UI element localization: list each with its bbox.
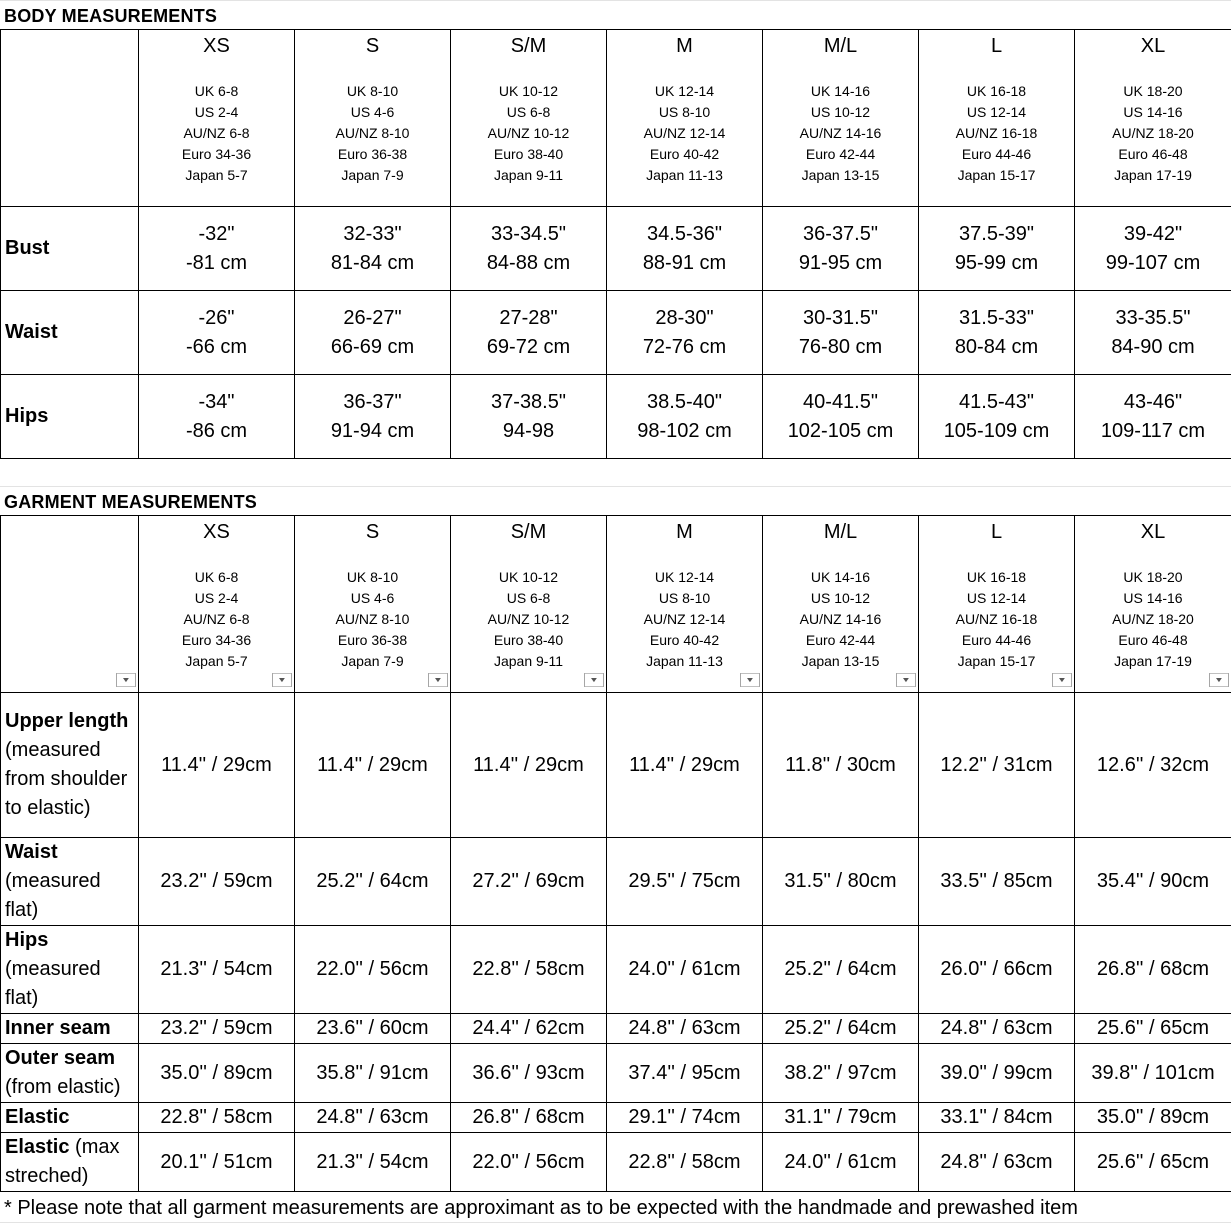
measurement-cell <box>451 291 607 375</box>
size-code: S/M <box>510 35 547 57</box>
size-conversions <box>607 567 762 672</box>
garment-row <box>1 1103 1231 1133</box>
measurement-cell: 22.0'' / 56cm <box>295 926 451 1014</box>
size-conversion-uk: UK 16-18 <box>966 83 1027 99</box>
size-conversion-jp: Japan 9-11 <box>493 167 563 183</box>
size-conversion-au: AU/NZ 14-16 <box>799 611 882 627</box>
measurement-cell <box>919 291 1075 375</box>
value-inches: 43-46" <box>1123 390 1183 413</box>
measurement-cell: 22.8'' / 58cm <box>451 926 607 1014</box>
measurement-cell <box>1075 291 1231 375</box>
body-row-hips <box>1 375 1231 459</box>
measurement-cell: 25.6'' / 65cm <box>1075 1014 1231 1044</box>
filter-dropdown-button[interactable]: ▼ <box>740 673 760 687</box>
garment-row <box>1 926 1231 1014</box>
value-cm: 99-107 cm <box>1105 251 1201 274</box>
value-cm: 80-84 cm <box>954 335 1039 358</box>
size-conversions <box>295 567 450 672</box>
size-conversion-jp: Japan 9-11 <box>493 653 563 669</box>
size-conversion-us: US 4-6 <box>350 104 395 120</box>
body-size-header-cell <box>763 30 919 207</box>
row-label-note: (from elastic) <box>5 1076 121 1098</box>
size-conversion-eu: Euro 34-36 <box>181 146 252 162</box>
body-row-bust <box>1 207 1231 291</box>
value-inches: 40-41.5" <box>803 390 878 413</box>
row-label-note: (max streched) <box>5 1136 120 1187</box>
size-conversions <box>919 81 1074 186</box>
size-conversion-au: AU/NZ 10-12 <box>487 125 570 141</box>
measurement-cell: 11.4'' / 29cm <box>139 693 295 838</box>
size-conversion-au: AU/NZ 8-10 <box>335 611 410 627</box>
size-code: M/L <box>823 35 858 57</box>
size-conversion-us: US 10-12 <box>810 104 871 120</box>
size-conversion-us: US 2-4 <box>194 590 239 606</box>
measurement-cell: 33.1'' / 84cm <box>919 1103 1075 1133</box>
measurement-cell <box>763 291 919 375</box>
measurement-cell: 29.1'' / 74cm <box>607 1103 763 1133</box>
value-inches: 38.5-40" <box>647 390 722 413</box>
measurement-cell <box>919 207 1075 291</box>
body-size-header-cell <box>607 30 763 207</box>
size-conversion-us: US 4-6 <box>350 590 395 606</box>
size-code: XS <box>203 35 230 57</box>
size-conversion-uk: UK 6-8 <box>194 83 239 99</box>
value-cm: -86 cm <box>185 419 248 442</box>
value-inches: 37.5-39" <box>959 222 1034 245</box>
measurement-cell: 11.4'' / 29cm <box>607 693 763 838</box>
row-label <box>1 1044 139 1103</box>
garment-measurements-table <box>0 515 1231 1192</box>
measurement-cell <box>763 375 919 459</box>
size-conversion-uk: UK 18-20 <box>1123 83 1183 99</box>
row-label <box>1 1133 139 1192</box>
measurement-cell <box>295 375 451 459</box>
size-conversion-uk: UK 16-18 <box>966 569 1027 585</box>
measurement-cell: 24.4'' / 62cm <box>451 1014 607 1044</box>
size-conversion-us: US 6-8 <box>506 104 551 120</box>
filter-dropdown-button[interactable]: ▼ <box>1209 673 1229 687</box>
size-conversion-au: AU/NZ 12-14 <box>643 611 726 627</box>
filter-dropdown-button[interactable]: ▼ <box>584 673 604 687</box>
garment-measurements-title: GARMENT MEASUREMENTS <box>4 492 258 512</box>
row-label-bold: Outer seam <box>5 1047 116 1069</box>
garment-size-header-cell <box>451 516 607 693</box>
garment-size-header-cell <box>1075 516 1231 693</box>
garment-size-header-row <box>1 516 1231 693</box>
size-conversions <box>295 81 450 186</box>
size-conversion-au: AU/NZ 6-8 <box>183 125 250 141</box>
size-conversion-uk: UK 10-12 <box>498 569 559 585</box>
measurement-cell: 39.0'' / 99cm <box>919 1044 1075 1103</box>
measurement-cell: 26.8'' / 68cm <box>1075 926 1231 1014</box>
size-conversions <box>919 567 1074 672</box>
size-conversion-us: US 12-14 <box>966 590 1027 606</box>
measurement-cell: 11.8'' / 30cm <box>763 693 919 838</box>
row-label <box>1 1014 139 1044</box>
size-conversion-au: AU/NZ 16-18 <box>955 611 1038 627</box>
size-conversion-uk: UK 12-14 <box>654 569 715 585</box>
size-conversions <box>1075 567 1231 672</box>
value-inches: -26" <box>198 306 235 329</box>
row-label-bold: Waist <box>5 841 58 863</box>
measurement-cell <box>763 207 919 291</box>
size-conversion-eu: Euro 36-38 <box>337 146 408 162</box>
size-code: XL <box>1140 35 1166 57</box>
row-label-bold: Upper length <box>5 710 129 732</box>
value-cm: 84-88 cm <box>486 251 571 274</box>
size-conversion-au: AU/NZ 16-18 <box>955 125 1038 141</box>
size-conversion-uk: UK 8-10 <box>346 83 399 99</box>
size-conversions <box>1075 81 1231 186</box>
row-label <box>1 926 139 1014</box>
measurement-cell: 22.8'' / 58cm <box>607 1133 763 1192</box>
measurement-cell: 21.3'' / 54cm <box>139 926 295 1014</box>
size-conversion-au: AU/NZ 18-20 <box>1112 125 1194 141</box>
garment-row <box>1 1014 1231 1044</box>
value-inches: 31.5-33" <box>959 306 1034 329</box>
body-size-header-cell <box>451 30 607 207</box>
row-label-note: (measured flat) <box>5 958 101 1009</box>
size-conversion-uk: UK 10-12 <box>498 83 559 99</box>
size-conversion-uk: UK 18-20 <box>1123 569 1183 585</box>
footnote: * Please note that all garment measurements are approximant as to be expected with the handmade and prewashed item <box>4 1197 1078 1219</box>
size-conversion-eu: Euro 42-44 <box>805 632 876 648</box>
filter-dropdown-button[interactable]: ▼ <box>428 673 448 687</box>
size-conversion-uk: UK 6-8 <box>194 569 239 585</box>
size-conversion-jp: Japan 5-7 <box>185 167 248 183</box>
measurement-cell: 21.3'' / 54cm <box>295 1133 451 1192</box>
body-size-header-cell <box>1075 30 1231 207</box>
size-code: M <box>676 521 693 543</box>
size-conversions <box>763 567 918 672</box>
size-code: S <box>365 35 380 57</box>
value-cm: 84-90 cm <box>1111 335 1195 358</box>
size-conversion-eu: Euro 34-36 <box>181 632 252 648</box>
value-inches: 32-33" <box>343 222 402 245</box>
body-row-waist <box>1 291 1231 375</box>
value-inches: 36-37" <box>343 390 402 413</box>
measurement-cell: 24.0'' / 61cm <box>763 1133 919 1192</box>
size-conversion-au: AU/NZ 8-10 <box>335 125 410 141</box>
measurement-cell: 27.2'' / 69cm <box>451 838 607 926</box>
size-conversion-uk: UK 14-16 <box>810 569 871 585</box>
measurement-cell: 23.6'' / 60cm <box>295 1014 451 1044</box>
filter-dropdown-button[interactable]: ▼ <box>896 673 916 687</box>
measurement-cell: 24.8'' / 63cm <box>919 1014 1075 1044</box>
size-conversion-jp: Japan 11-13 <box>646 167 723 183</box>
size-conversion-jp: Japan 17-19 <box>1114 653 1192 669</box>
measurement-cell: 25.2'' / 64cm <box>763 926 919 1014</box>
size-conversion-jp: Japan 13-15 <box>801 167 880 183</box>
size-conversion-eu: Euro 38-40 <box>493 632 564 648</box>
measurement-cell: 11.4'' / 29cm <box>451 693 607 838</box>
filter-dropdown-button[interactable]: ▼ <box>1052 673 1072 687</box>
size-code: L <box>990 35 1003 57</box>
row-label <box>1 693 139 838</box>
body-corner-cell <box>1 30 139 207</box>
measurement-cell: 20.1'' / 51cm <box>139 1133 295 1192</box>
size-code: S <box>365 521 380 543</box>
value-cm: 105-109 cm <box>943 419 1050 442</box>
garment-corner-cell <box>1 516 139 693</box>
size-conversions <box>139 81 294 186</box>
size-code: S/M <box>510 521 547 543</box>
value-cm: -81 cm <box>185 251 248 274</box>
value-inches: -32" <box>198 222 235 245</box>
size-conversion-eu: Euro 46-48 <box>1118 146 1188 162</box>
value-cm: -66 cm <box>185 335 248 358</box>
size-conversion-eu: Euro 40-42 <box>649 146 720 162</box>
size-code: M <box>676 35 693 57</box>
size-conversions <box>763 81 918 186</box>
measurement-cell: 24.8'' / 63cm <box>919 1133 1075 1192</box>
measurement-cell: 11.4'' / 29cm <box>295 693 451 838</box>
measurement-cell: 26.8'' / 68cm <box>451 1103 607 1133</box>
value-cm: 109-117 cm <box>1100 419 1206 442</box>
size-conversion-eu: Euro 38-40 <box>493 146 564 162</box>
measurement-cell <box>607 207 763 291</box>
measurement-cell <box>139 375 295 459</box>
row-label-bold: Inner seam <box>5 1017 111 1039</box>
body-size-header-cell <box>919 30 1075 207</box>
value-cm: 91-94 cm <box>330 419 415 442</box>
row-label-note: (measured from shoulder to elastic) <box>5 739 128 819</box>
size-conversion-jp: Japan 13-15 <box>801 653 880 669</box>
value-cm: 88-91 cm <box>642 251 727 274</box>
size-conversion-au: AU/NZ 18-20 <box>1112 611 1194 627</box>
measurement-cell: 12.6'' / 32cm <box>1075 693 1231 838</box>
size-conversions <box>607 81 762 186</box>
measurement-cell <box>1075 375 1231 459</box>
filter-dropdown-button[interactable]: ▼ <box>272 673 292 687</box>
measurement-cell: 31.5'' / 80cm <box>763 838 919 926</box>
size-conversion-jp: Japan 7-9 <box>341 653 404 669</box>
row-label-bold: Hips <box>5 929 49 951</box>
value-inches: 41.5-43" <box>959 390 1034 413</box>
value-cm: 102-105 cm <box>787 419 894 442</box>
measurement-cell <box>607 375 763 459</box>
size-conversion-jp: Japan 5-7 <box>185 653 248 669</box>
value-inches: 30-31.5" <box>803 306 878 329</box>
value-inches: 36-37.5" <box>803 222 878 245</box>
garment-size-header-cell <box>139 516 295 693</box>
measurement-cell: 24.8'' / 63cm <box>607 1014 763 1044</box>
measurement-cell: 38.2'' / 97cm <box>763 1044 919 1103</box>
size-conversion-us: US 6-8 <box>506 590 551 606</box>
value-inches: 39-42" <box>1123 222 1183 245</box>
measurement-cell: 35.0'' / 89cm <box>139 1044 295 1103</box>
value-inches: 37-38.5" <box>491 390 566 413</box>
value-inches: 28-30" <box>655 306 714 329</box>
size-conversion-eu: Euro 46-48 <box>1118 632 1188 648</box>
measurement-cell: 24.8'' / 63cm <box>295 1103 451 1133</box>
row-label: Waist <box>1 291 139 375</box>
measurement-cell: 39.8'' / 101cm <box>1075 1044 1231 1103</box>
filter-dropdown-button[interactable]: ▼ <box>116 673 136 687</box>
measurement-cell <box>1075 207 1231 291</box>
measurement-cell: 26.0'' / 66cm <box>919 926 1075 1014</box>
measurement-cell: 35.4'' / 90cm <box>1075 838 1231 926</box>
size-conversions <box>451 567 606 672</box>
garment-row <box>1 1044 1231 1103</box>
size-conversion-us: US 8-10 <box>658 590 711 606</box>
row-label-bold: Elastic <box>5 1106 70 1128</box>
value-inches: 27-28" <box>499 306 558 329</box>
size-conversion-au: AU/NZ 12-14 <box>643 125 726 141</box>
measurement-cell: 23.2'' / 59cm <box>139 1014 295 1044</box>
value-inches: -34" <box>198 390 235 413</box>
size-conversion-jp: Japan 15-17 <box>957 653 1036 669</box>
value-inches: 26-27" <box>343 306 402 329</box>
measurement-cell: 24.0'' / 61cm <box>607 926 763 1014</box>
size-conversion-eu: Euro 40-42 <box>649 632 720 648</box>
value-cm: 72-76 cm <box>642 335 727 358</box>
size-code: M/L <box>823 521 858 543</box>
size-conversion-au: AU/NZ 14-16 <box>799 125 882 141</box>
value-cm: 66-69 cm <box>330 335 415 358</box>
size-conversion-us: US 12-14 <box>966 104 1027 120</box>
measurement-cell: 29.5'' / 75cm <box>607 838 763 926</box>
garment-row <box>1 1133 1231 1192</box>
measurement-cell: 22.8'' / 58cm <box>139 1103 295 1133</box>
measurement-cell: 25.2'' / 64cm <box>763 1014 919 1044</box>
size-conversion-au: AU/NZ 6-8 <box>183 611 250 627</box>
value-cm: 69-72 cm <box>486 335 571 358</box>
size-conversion-au: AU/NZ 10-12 <box>487 611 570 627</box>
measurement-cell: 12.2'' / 31cm <box>919 693 1075 838</box>
garment-size-header-cell <box>919 516 1075 693</box>
size-code: L <box>990 521 1003 543</box>
body-measurements-title: BODY MEASUREMENTS <box>4 6 218 26</box>
size-conversion-eu: Euro 36-38 <box>337 632 408 648</box>
size-conversion-us: US 8-10 <box>658 104 711 120</box>
value-cm: 91-95 cm <box>798 251 883 274</box>
measurement-cell <box>295 291 451 375</box>
row-label <box>1 838 139 926</box>
row-label <box>1 1103 139 1133</box>
size-conversion-us: US 14-16 <box>1123 590 1183 606</box>
measurement-cell <box>451 207 607 291</box>
measurement-cell <box>295 207 451 291</box>
measurement-cell: 31.1'' / 79cm <box>763 1103 919 1133</box>
row-label-note: (measured flat) <box>5 870 101 921</box>
garment-row <box>1 838 1231 926</box>
size-conversion-us: US 2-4 <box>194 104 239 120</box>
size-conversion-us: US 14-16 <box>1123 104 1183 120</box>
size-conversion-uk: UK 14-16 <box>810 83 871 99</box>
measurement-cell: 25.6'' / 65cm <box>1075 1133 1231 1192</box>
measurement-cell <box>451 375 607 459</box>
value-cm: 76-80 cm <box>798 335 883 358</box>
size-conversion-uk: UK 8-10 <box>346 569 399 585</box>
size-code: XL <box>1140 521 1166 543</box>
value-cm: 81-84 cm <box>330 251 415 274</box>
body-size-header-cell <box>139 30 295 207</box>
measurement-cell: 37.4'' / 95cm <box>607 1044 763 1103</box>
size-conversion-jp: Japan 15-17 <box>957 167 1036 183</box>
garment-size-header-cell <box>763 516 919 693</box>
size-conversion-uk: UK 12-14 <box>654 83 715 99</box>
measurement-cell <box>919 375 1075 459</box>
value-inches: 33-34.5" <box>491 222 566 245</box>
measurement-cell <box>139 207 295 291</box>
measurement-cell: 33.5'' / 85cm <box>919 838 1075 926</box>
value-cm: 95-99 cm <box>954 251 1039 274</box>
size-conversion-jp: Japan 7-9 <box>341 167 404 183</box>
value-inches: 34.5-36" <box>647 222 722 245</box>
measurement-cell <box>607 291 763 375</box>
size-conversion-eu: Euro 44-46 <box>961 146 1032 162</box>
measurement-cell: 25.2'' / 64cm <box>295 838 451 926</box>
row-label-bold: Elastic <box>5 1136 70 1158</box>
row-label: Hips <box>1 375 139 459</box>
row-label: Bust <box>1 207 139 291</box>
measurement-cell: 35.8'' / 91cm <box>295 1044 451 1103</box>
size-conversion-eu: Euro 44-46 <box>961 632 1032 648</box>
size-conversion-jp: Japan 17-19 <box>1114 167 1192 183</box>
garment-size-header-cell <box>295 516 451 693</box>
size-conversion-us: US 10-12 <box>810 590 871 606</box>
value-inches: 33-35.5" <box>1115 306 1191 329</box>
measurement-cell <box>139 291 295 375</box>
size-conversions <box>139 567 294 672</box>
size-conversions <box>451 81 606 186</box>
body-size-header-row <box>1 30 1231 207</box>
size-code: XS <box>203 521 230 543</box>
value-cm: 94-98 <box>502 419 555 442</box>
measurement-cell: 22.0'' / 56cm <box>451 1133 607 1192</box>
measurement-cell: 35.0'' / 89cm <box>1075 1103 1231 1133</box>
measurement-cell: 36.6'' / 93cm <box>451 1044 607 1103</box>
body-measurements-table <box>0 29 1231 459</box>
measurement-cell: 23.2'' / 59cm <box>139 838 295 926</box>
garment-size-header-cell <box>607 516 763 693</box>
value-cm: 98-102 cm <box>637 419 732 442</box>
body-size-header-cell <box>295 30 451 207</box>
size-conversion-jp: Japan 11-13 <box>646 653 723 669</box>
garment-row <box>1 693 1231 838</box>
size-conversion-eu: Euro 42-44 <box>805 146 876 162</box>
